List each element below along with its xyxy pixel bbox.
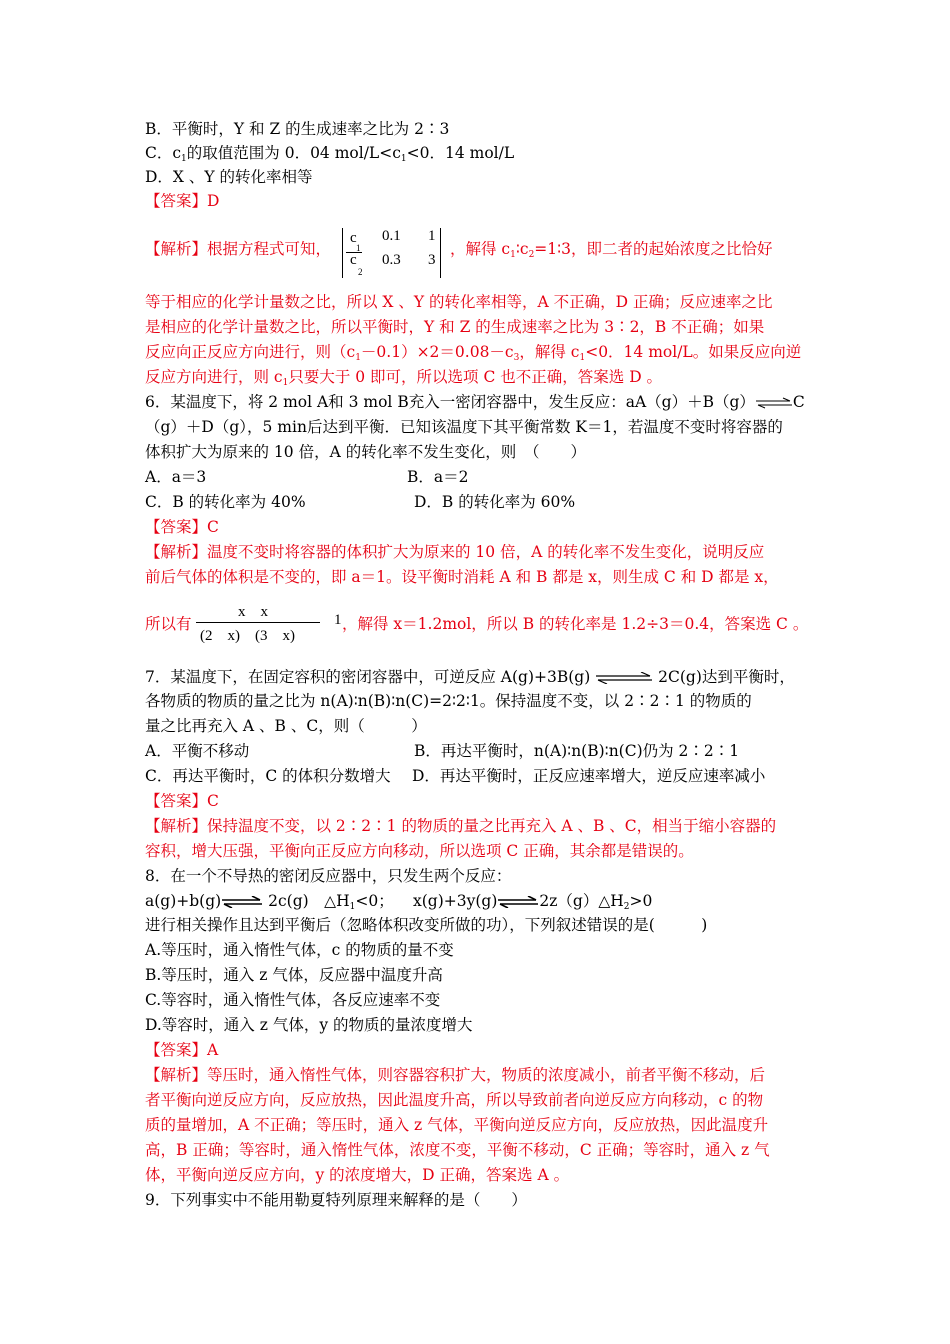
q8-stem-line3: 进行相关操作且达到平衡后（忽略体积改变所做的功），下列叙述错误的是( ) [145, 916, 708, 934]
q6-option-b: B．a＝2 [407, 468, 469, 486]
q8-option-a: A.等压时，通入惰性气体，c 的物质的量不变 [145, 941, 454, 959]
q7-explanation-line2: 容积，增大压强，平衡向正反应方向移动，所以选项 C 正确，其余都是错误的。 [145, 842, 694, 860]
q6-answer: 【答案】C [145, 518, 219, 536]
q9-stem-line1: 9．下列事实中不能用勒夏特列原理来解释的是（ ） [145, 1191, 527, 1209]
q8-reaction-2: x(g)+3y(g) $2z(g)\triangle H_2>0$ [413, 892, 653, 912]
q5-explanation-line5: 反应方向进行，则 $c_1$只要大于 0 即可，所以选项 C 也不正确，答案选 D 。 [145, 368, 663, 388]
q8-reaction-1: a(g)+b(g) 2c(g) $\triangle H_1<0$； [145, 892, 394, 912]
q7-answer: 【答案】C [145, 792, 219, 810]
q7-explanation-line1: 【解析】保持温度不变，以 2∶2∶1 的物质的量之比再充入 A 、B 、C，相当于缩小容器的 [145, 817, 777, 835]
q8-option-c: C.等容时，通入惰性气体，各反应速率不变 [145, 991, 441, 1009]
q5-option-d: D．X 、Y 的转化率相等 [145, 168, 313, 186]
equilibrium-arrow-icon [497, 896, 539, 908]
q6-explanation-line2: 前后气体的体积是不变的，即 a＝1。设平衡时消耗 A 和 B 都是 x，则生成 C 和 D 都是 x， [145, 568, 779, 586]
q6-explanation-line3: ，解得 x＝1.2mol，所以 B 的转化率是 1.2÷3＝0.4，答案选 C 。 [342, 615, 809, 633]
q7-option-c: C．再达平衡时，C 的体积分数增大 [145, 767, 391, 785]
q5-explanation-line4: 反应向正反应方向进行，则$(c_1-0.1)\times 2=0.08-c_3$，解得 $c_1<0$．14 mol/L。如果反应向逆 [145, 343, 802, 363]
q8-answer: 【答案】A [145, 1041, 219, 1059]
q7-stem-line3: 量之比再充入 A 、B 、C，则（ ） [145, 717, 427, 735]
q5-explanation-line2: 等于相应的化学计量数之比，所以 X 、Y 的转化率相等，A 不正确，D 正确；反应速率之比 [145, 293, 773, 311]
q8-explanation-line1: 【解析】等压时，通入惰性气体，则容器容积扩大，物质的浓度减小，前者平衡不移动，后 [145, 1066, 766, 1084]
q5-explanation-result: ，解得 $c_1∶c_2=1∶3$，即二者的起始浓度之比恰好 [450, 240, 773, 260]
q6-option-c: C．B 的转化率为 40% [145, 493, 306, 511]
equilibrium-arrow-icon [755, 397, 793, 409]
q6-explanation-line3-prefix: 所以有 [145, 615, 192, 633]
q8-explanation-line4: 高，B 正确；等容时，通入惰性气体，浓度不变，平衡不移动，C 正确；等容时，通入 z 气 [145, 1141, 770, 1159]
q7-option-a: A．平衡不移动 [145, 742, 250, 760]
q6-stem-line2: （g）＋D（g），5 min后达到平衡．已知该温度下其平衡常数 K＝1，若温度不变时将容器的 [145, 418, 783, 436]
q7-stem-line1: 7．某温度下，在固定容积的密闭容器中，可逆反应 A(g)+3B(g) 2C(g)达到平衡时， [145, 668, 795, 686]
equilibrium-arrow-icon [221, 896, 263, 908]
q5-option-b: B．平衡时，Y 和 Z 的生成速率之比为 2∶3 [145, 120, 450, 138]
q8-stem-line1: 8．在一个不导热的密闭反应器中，只发生两个反应： [145, 867, 512, 885]
q6-explanation-line1: 【解析】温度不变时将容器的体积扩大为原来的 10 倍，A 的转化率不发生变化，说明反应 [145, 543, 765, 561]
q8-option-d: D.等容时，通入 z 气体，y 的物质的量浓度增大 [145, 1016, 473, 1034]
q7-option-d: D．再达平衡时，正反应速率增大，逆反应速率减小 [412, 767, 766, 785]
q8-option-b: B.等压时，通入 z 气体，反应器中温度升高 [145, 966, 443, 984]
q5-option-c: C．$c_1$的取值范围为 0．04 mol/$L<c_1<0$．14 mol/L [145, 144, 515, 164]
q6-stem-line1: 6．某温度下，将 2 mol A和 3 mol B充入一密闭容器中，发生反应：aA（g）＋B（g） C [145, 393, 805, 411]
document-page: B．平衡时，Y 和 Z 的生成速率之比为 2∶3 C．$c_1$的取值范围为 0．04 mol/$L<c_1<0$．14 mol/L D．X 、Y 的转化率相等 【答案】D 【解析】根据方程式可知， c 1 c 2 0.1 0.3 1 3 ，解得 $c_1∶c_2=1∶3$，即二者的起始浓度之比恰好 等于相应的化学计量数之比，所以 X 、Y 的转化率相等，A 不正确，D 正确；反应速率之比 是相应的化学计量数之比，所以平衡时，Y 和 Z 的生成速率之比为 3∶2，B 不正确；如果 反应向正反应方向进行，则$(c_1-0.1)\times 2=0.08-c_3$，解得 $c_1<0$．14 mol/L。如果反应向逆 反应方向进行，则 $c_1$只要大于 0 即可，所以选项 C 也不正确，答案选 D 。 6．某温度下，将 2 mol A和 3 mol B充入一密闭容器中，发生反应：aA（g）＋B（g） C （g）＋D（g），5 min后达到平衡．已知该温度下其平衡常数 K＝1，若温度不变时将容器的 体积扩大为原来的 10 倍，A 的转化率不发生变化，则 （ ） A．a＝3 B．a＝2 C．B 的转化率为 40% D．B 的转化率为 60% 【答案】C 【解析】温度不变时将容器的体积扩大为原来的 10 倍，A 的转化率不发生变化，说明反应 前后气体的体积是不变的，即 a＝1。设平衡时消耗 A 和 B 都是 x，则生成 C 和 D 都是 x， 所以有 x x (2 x) (3 x) 1 ，解得 x＝1.2mol，所以 B 的转化率是 1.2÷3＝0.4，答案选 C 。 7．某温度下，在固定容积的密闭容器中，可逆反应 A(g)+3B(g) 2C(g)达到平衡时， 各物质的物质的量之比为 n(A)∶n(B)∶n(C)=2∶2∶1。保持温度不变，以 2∶2∶1 的物质的 量之比再充入 A 、B 、C，则（ ） A．平衡不移动 B．再达平衡时，n(A)∶n(B)∶n(C)仍为 2∶2∶1 C．再达平衡时，C 的体积分数增大 D．再达平衡时，正反应速率增大，逆反应速率减小 【答案】C 【解析】保持温度不变，以 2∶2∶1 的物质的量之比再充入 A 、B 、C，相当于缩小容器的 容积，增大压强，平衡向正反应方向移动，所以选项 C 正确，其余都是错误的。 8．在一个不导热的密闭反应器中，只发生两个反应： a(g)+b(g) 2c(g) $\triangle H_1<0$； x(g)+3y(g) $2z(g)\triangle H_2>0$ 进行相关操作且达到平衡后（忽略体积改变所做的功），下列叙述错误的是( ) A.等压时，通入惰性气体，c 的物质的量不变 B.等压时，通入 z 气体，反应器中温度升高 C.等容时，通入惰性气体，各反应速率不变 D.等容时，通入 z 气体，y 的物质的量浓度增大 【答案】A 【解析】等压时，通入惰性气体，则容器容积扩大，物质的浓度减小，前者平衡不移动，后 者平衡向逆反应方向，反应放热，因此温度升高，所以导致前者向逆反应方向移动，c 的物 质的量增加，A 不正确；等压时，通入 z 气体，平衡向逆反应方向，反应放热，因此温度升 高，B 正确；等容时，通入惰性气体，浓度不变，平衡不移动，C 正确；等容时，通入 z 气 体，平衡向逆反应方向，y 的浓度增大，D 正确，答案选 A 。 9．下列事实中不能用勒夏特列原理来解释的是（ ） [145, 120, 809, 1209]
q5-answer: 【答案】D [145, 192, 220, 210]
q6-option-d: D．B 的转化率为 60% [414, 493, 576, 511]
q8-explanation-line3: 质的量增加，A 不正确；等压时，通入 z 气体，平衡向逆反应方向，反应放热，因此温度升 [145, 1116, 769, 1134]
equilibrium-arrow-icon [595, 672, 653, 684]
q8-explanation-line2: 者平衡向逆反应方向，反应放热，因此温度升高，所以导致前者向逆反应方向移动，c 的物 [145, 1091, 764, 1109]
q8-explanation-line5: 体，平衡向逆反应方向，y 的浓度增大，D 正确，答案选 A 。 [145, 1166, 570, 1184]
q6-stem-line3: 体积扩大为原来的 10 倍，A 的转化率不发生变化，则 （ ） [145, 443, 586, 461]
q5-explanation-label: 【解析】根据方程式可知， [145, 240, 332, 258]
q6-option-a: A．a＝3 [145, 468, 207, 486]
q7-stem-line2: 各物质的物质的量之比为 n(A)∶n(B)∶n(C)=2∶2∶1。保持温度不变，以 2∶2∶1 的物质的 [145, 692, 752, 710]
q7-option-b: B．再达平衡时，n(A)∶n(B)∶n(C)仍为 2∶2∶1 [414, 742, 740, 760]
q5-explanation-line3: 是相应的化学计量数之比，所以平衡时，Y 和 Z 的生成速率之比为 3∶2，B 不正确；如果 [145, 318, 765, 336]
